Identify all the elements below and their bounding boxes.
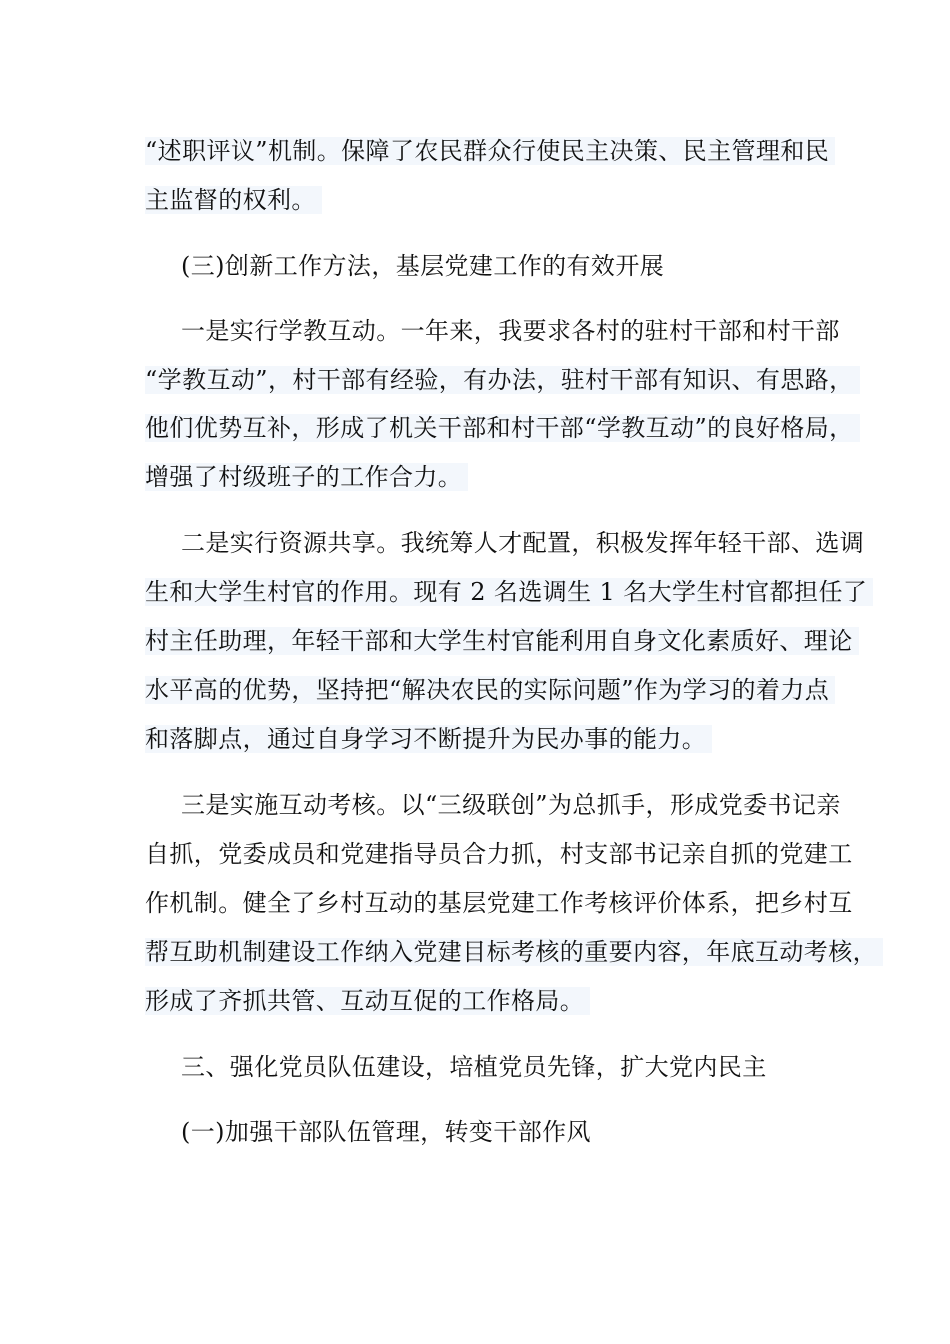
- text-line: 和落脚点，通过自身学习不断提升为民办事的能力。: [145, 725, 712, 753]
- paragraph-line: [145, 576, 873, 608]
- paragraph-line: [145, 887, 853, 919]
- text-line: 三、强化党员队伍建设，培植党员先锋，扩大党内民主: [181, 1053, 767, 1081]
- section-subheading: [181, 1116, 591, 1148]
- section-subheading: [181, 250, 664, 282]
- paragraph-line: [145, 985, 590, 1017]
- text-line: 作机制。健全了乡村互动的基层党建工作考核评价体系，把乡村互: [145, 889, 853, 917]
- text-line: 一是实行学教互动。一年来，我要求各村的驻村干部和村干部: [181, 317, 840, 345]
- text-line: 水平高的优势，坚持把“解决农民的实际问题”作为学习的着力点: [145, 676, 835, 704]
- text-line: 形成了齐抓共管、互动互促的工作格局。: [145, 987, 590, 1015]
- paragraph-line: [181, 315, 840, 347]
- text-line: 他们优势互补，形成了机关干部和村干部“学教互动”的良好格局，: [145, 414, 860, 442]
- paragraph-line: [145, 723, 712, 755]
- section-heading: [181, 1051, 767, 1083]
- text-line: 增强了村级班子的工作合力。: [145, 463, 468, 491]
- text-line: (一)加强干部队伍管理，转变干部作风: [181, 1118, 591, 1146]
- text-line: 三是实施互动考核。以“三级联创”为总抓手，形成党委书记亲: [181, 791, 841, 819]
- paragraph-line: [145, 184, 322, 216]
- text-line: “学教互动”，村干部有经验，有办法，驻村干部有知识、有思路，: [145, 366, 860, 394]
- paragraph-line: [181, 789, 841, 821]
- text-line: 生和大学生村官的作用。现有 2 名选调生 1 名大学生村官都担任了: [145, 578, 873, 606]
- text-line: 村主任助理，年轻干部和大学生村官能利用自身文化素质好、理论: [145, 627, 859, 655]
- paragraph-line: [145, 461, 468, 493]
- paragraph-line: [145, 412, 860, 444]
- text-line: 主监督的权利。: [145, 186, 322, 214]
- paragraph-line: [145, 936, 883, 968]
- paragraph-line: [145, 838, 853, 870]
- paragraph-line: [145, 135, 835, 167]
- paragraph-line: [145, 625, 859, 657]
- text-line: 帮互助机制建设工作纳入党建目标考核的重要内容，年底互动考核，: [145, 938, 883, 966]
- paragraph-line: [145, 364, 860, 396]
- text-line: 二是实行资源共享。我统筹人才配置，积极发挥年轻干部、选调: [181, 529, 865, 557]
- text-line: 自抓，党委成员和党建指导员合力抓，村支部书记亲自抓的党建工: [145, 840, 853, 868]
- paragraph-line: [145, 674, 835, 706]
- text-line: (三)创新工作方法，基层党建工作的有效开展: [181, 252, 665, 280]
- paragraph-line: [181, 527, 864, 559]
- text-line: “述职评议”机制。保障了农民群众行使民主决策、民主管理和民: [145, 137, 835, 165]
